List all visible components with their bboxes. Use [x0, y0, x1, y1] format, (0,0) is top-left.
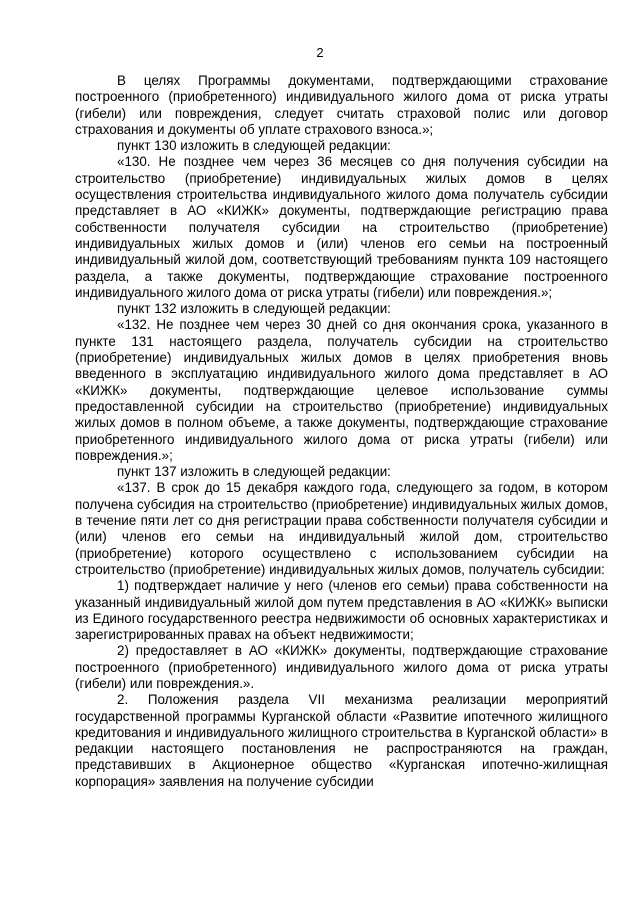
paragraph-item-137: «137. В срок до 15 декабря каждого года, следующего за годом, в котором получена субсидия на строительство (приобретение) индивидуальных жилых домов, в течение пяти лет со дня регистрации права собственности получателя субсидии и (или) членов его семьи на индивидуальный жилой дом, строительство (приобретение) которого осуществлено с использованием субсидии на строительство (приобретение) индивидуальных жилых домов, получатель субсидии:: [75, 480, 608, 577]
paragraph-item-130-intro: пункт 130 изложить в следующей редакции:: [117, 138, 391, 154]
paragraph-item-132-intro: пункт 132 изложить в следующей редакции:: [117, 301, 391, 317]
document-body: [75, 73, 608, 790]
paragraph-item-130: «130. Не позднее чем через 36 месяцев со дня получения субсидии на строительство (приобретение) индивидуальных жилых домов в целях осуществления строительства индивидуального жилого дома получатель субсидии представляет в АО «КИЖК» документы, подтверждающие регистрацию права собственности получателя субсидии на строительство (приобретение) индивидуальных жилых домов и (или) членов его семьи на построенный индивидуальный жилой дом, соответствующий требованиям пункта 109 настоящего раздела, а также документы, подтверждающие страхование построенного индивидуального жилого дома от риска утраты (гибели) или повреждения.»;: [75, 154, 608, 300]
paragraph-insurance-docs: В целях Программы документами, подтверждающими страхование построенного (приобретенного) индивидуального жилого дома от риска утраты (гибели) или повреждения, следует считать страховой полис или договор страхования и документы об уплате страхового взноса.»;: [75, 73, 608, 137]
paragraph-item-137-intro: пункт 137 изложить в следующей редакции:: [117, 464, 391, 480]
paragraph-item-137-sub-1: 1) подтверждает наличие у него (членов его семьи) права собственности на указанный индивидуальный жилой дом путем представления в АО «КИЖК» выписки из Единого государственного реестра недвижимости об основных характеристиках и зарегистрированных правах на объект недвижимости;: [75, 578, 608, 643]
paragraph-item-137-sub-2: 2) предоставляет в АО «КИЖК» документы, подтверждающие страхование построенного (приобретенного) индивидуального жилого дома от риска утраты (гибели) или повреждения.».: [75, 643, 608, 691]
page-number: 2: [316, 45, 324, 60]
paragraph-section-2: 2. Положения раздела VII механизма реализации мероприятий государственной программы Курганской области «Развитие ипотечного жилищного кредитования и индивидуального жилищного строительства в Курганской области» в редакции настоящего постановления не распространяются на граждан, представивших в Акционерное общество «Курганская ипотечно-жилищная корпорация» заявления на получение субсидии: [75, 692, 608, 789]
paragraph-item-132: «132. Не позднее чем через 30 дней со дня окончания срока, указанного в пункте 131 настоящего раздела, получатель субсидии на строительство (приобретение) индивидуальных жилых домов в целях приобретения вновь введенного в эксплуатацию индивидуального жилого дома представляет в АО «КИЖК» документы, подтверждающие целевое использование суммы предоставленной субсидии на строительство (приобретение) индивидуальных жилых домов в полном объеме, а также документы, подтверждающие страхование приобретенного индивидуального жилого дома от риска утраты (гибели) или повреждения.»;: [75, 317, 608, 463]
